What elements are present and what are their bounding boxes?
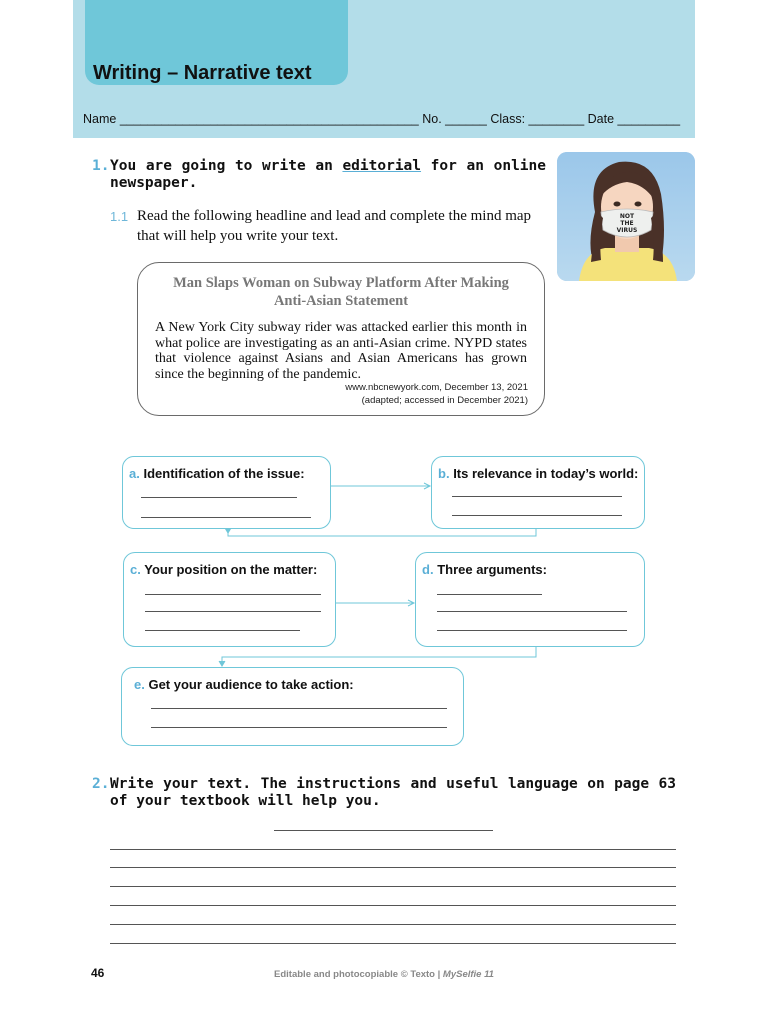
mindmap-label-text: Three arguments:: [437, 562, 547, 577]
writing-line[interactable]: [110, 886, 676, 887]
editorial-word: editorial: [342, 158, 422, 174]
writing-line[interactable]: [110, 867, 676, 868]
question-1-text-part: for an online newspaper.: [110, 158, 546, 191]
question-2-text: Write your text. The instructions and useful language on page 63 of your textbook will help you.: [110, 776, 676, 809]
question-2-number: 2.: [92, 776, 110, 792]
student-info-line: Name ___________________________________________ No. ______ Class: ________ Date _________: [83, 112, 681, 126]
mindmap-letter: a.: [129, 466, 140, 481]
mindmap-letter: c.: [130, 562, 141, 577]
news-source-line: www.nbcnewyork.com, December 13, 2021: [345, 382, 528, 393]
mindmap-label-c: [130, 562, 317, 577]
question-1-number: 1.: [92, 158, 110, 174]
mindmap-box-b: [431, 456, 645, 529]
footer-credit: [0, 969, 768, 980]
mindmap-box-a: [122, 456, 331, 529]
mindmap-label-text: Your position on the matter:: [144, 562, 318, 577]
svg-text:VIRUS: VIRUS: [616, 227, 638, 234]
writing-line[interactable]: [110, 924, 676, 925]
page-number: 46: [91, 966, 105, 980]
answer-line[interactable]: [437, 630, 627, 631]
svg-text:THE: THE: [620, 220, 634, 227]
answer-line[interactable]: [452, 496, 622, 497]
answer-line[interactable]: [151, 708, 447, 709]
writing-line[interactable]: [110, 905, 676, 906]
answer-line[interactable]: [145, 594, 321, 595]
answer-line[interactable]: [145, 630, 300, 631]
mindmap-label-a: [129, 466, 305, 481]
mindmap-box-e: [121, 667, 464, 746]
mindmap-label-d: [422, 562, 547, 577]
mindmap-label-e: [134, 677, 354, 692]
mindmap-box-d: [415, 552, 645, 647]
answer-line[interactable]: [141, 517, 311, 518]
mindmap-label-b: [438, 466, 638, 481]
question-2: [92, 776, 676, 812]
answer-line[interactable]: [437, 611, 627, 612]
mindmap-label-text: Its relevance in today’s world:: [453, 466, 639, 481]
answer-line[interactable]: [141, 497, 297, 498]
footer-book-title: MySelfie 11: [442, 969, 494, 980]
mindmap-letter: d.: [422, 562, 434, 577]
mindmap-box-c: [123, 552, 336, 647]
mindmap-label-text: Get your audience to take action:: [148, 677, 354, 692]
svg-text:NOT: NOT: [619, 213, 635, 220]
question-1-1-text: Read the following headline and lead and complete the mind map that will help you write your text.: [137, 208, 532, 244]
worksheet-title: Writing – Narrative text: [93, 62, 312, 84]
news-lead: A New York City subway rider was attacked earlier this month in what police are investigating as an anti-Asian crime. NYPD states that violence against Asians and Asian Americans has grown since the beginning of the pandemic.: [155, 320, 527, 382]
mindmap-letter: b.: [438, 466, 450, 481]
footer-credit-text: Editable and photocopiable © Texto |: [274, 969, 443, 980]
writing-line[interactable]: [110, 943, 676, 944]
answer-line[interactable]: [151, 727, 447, 728]
writing-line[interactable]: [110, 849, 676, 850]
mindmap-letter: e.: [134, 677, 145, 692]
answer-line[interactable]: [452, 515, 622, 516]
question-1-text-part: You are going to write an: [110, 158, 343, 174]
answer-line[interactable]: [437, 594, 542, 595]
question-1-1-number: 1.1: [110, 209, 129, 224]
title-writing-line[interactable]: [274, 830, 493, 831]
mindmap-label-text: Identification of the issue:: [143, 466, 305, 481]
news-headline: Man Slaps Woman on Subway Platform After Making Anti-Asian Statement: [173, 275, 509, 309]
news-source-line: (adapted; accessed in December 2021): [361, 395, 528, 406]
answer-line[interactable]: [145, 611, 321, 612]
